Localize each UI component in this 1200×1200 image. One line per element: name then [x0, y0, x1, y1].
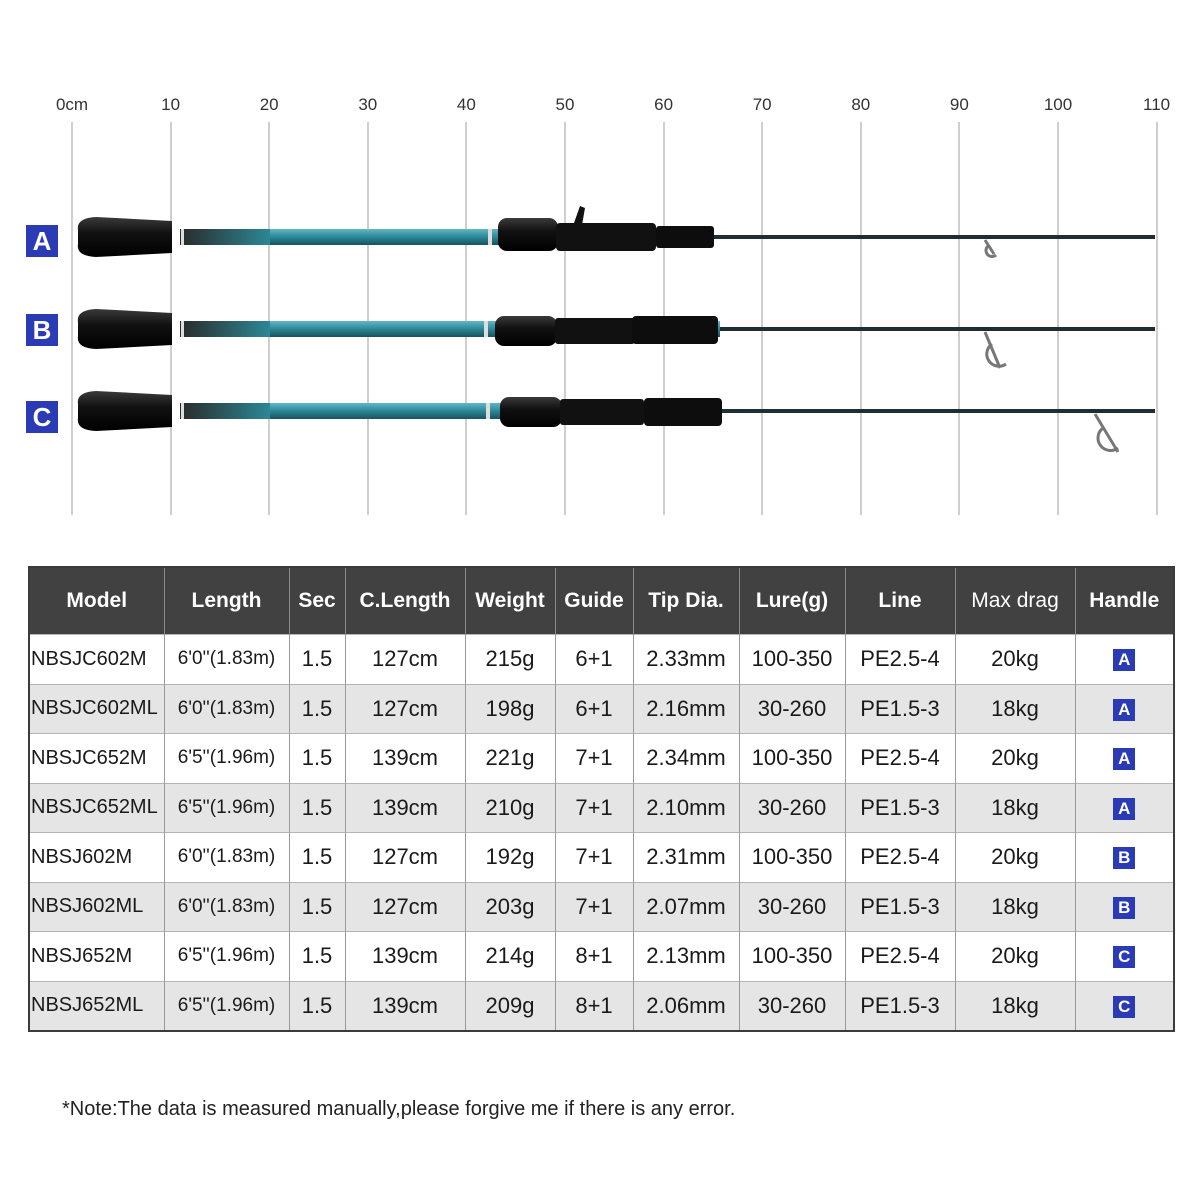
- table-row: [29, 833, 1174, 883]
- rod-b: [78, 309, 1155, 368]
- cell-guide: 7+1: [555, 734, 633, 784]
- cell-c-length: 139cm: [345, 981, 465, 1031]
- cell-handle: [1075, 734, 1174, 784]
- rod-a-butt-grip: [78, 217, 172, 257]
- rod-c-blank-fade: [180, 403, 270, 419]
- cell-lure: 30-260: [739, 684, 845, 734]
- cell-guide: 6+1: [555, 635, 633, 685]
- cell-c-length: 127cm: [345, 882, 465, 932]
- cell-length: 6'0''(1.83m): [164, 684, 289, 734]
- cell-weight: 192g: [465, 833, 555, 883]
- handle-type-badge: A: [1113, 798, 1135, 820]
- cell-length: 6'5''(1.96m): [164, 932, 289, 982]
- cell-length: 6'5''(1.96m): [164, 734, 289, 784]
- rod-b-badge: B: [26, 314, 58, 346]
- cell-max-drag: 20kg: [955, 734, 1075, 784]
- cell-tip-dia: 2.07mm: [633, 882, 739, 932]
- cell-sec: 1.5: [289, 734, 345, 784]
- cell-model: NBSJ652M: [29, 932, 164, 982]
- cell-handle: [1075, 684, 1174, 734]
- cell-tip-dia: 2.06mm: [633, 981, 739, 1031]
- cell-sec: 1.5: [289, 833, 345, 883]
- ruler-tick-label: 50: [555, 95, 575, 114]
- cell-model: NBSJC602ML: [29, 684, 164, 734]
- header-guide: Guide: [555, 567, 633, 635]
- handle-type-badge: B: [1113, 897, 1135, 919]
- ruler-tick-label: 20: [259, 95, 279, 114]
- header-model: Model: [29, 567, 164, 635]
- header-max-drag: Max drag: [955, 567, 1075, 635]
- spec-table-body: [29, 635, 1174, 1032]
- cell-model: NBSJ602ML: [29, 882, 164, 932]
- rod-c: [78, 391, 1155, 452]
- cell-max-drag: 20kg: [955, 635, 1075, 685]
- cell-max-drag: 18kg: [955, 882, 1075, 932]
- cell-length: 6'0''(1.83m): [164, 635, 289, 685]
- cell-tip-dia: 2.34mm: [633, 734, 739, 784]
- cell-guide: 7+1: [555, 833, 633, 883]
- handle-type-badge: A: [1113, 699, 1135, 721]
- cell-weight: 215g: [465, 635, 555, 685]
- ruler-tick-label: 80: [851, 95, 871, 114]
- rod-c-guide: [1095, 414, 1118, 452]
- cell-guide: 8+1: [555, 981, 633, 1031]
- cell-model: NBSJC652M: [29, 734, 164, 784]
- ruler-tick-label: 100: [1043, 95, 1073, 114]
- cell-lure: 100-350: [739, 734, 845, 784]
- cell-sec: 1.5: [289, 932, 345, 982]
- cell-max-drag: 18kg: [955, 783, 1075, 833]
- cell-sec: 1.5: [289, 981, 345, 1031]
- rod-c-fore-grip: [500, 397, 562, 427]
- cell-c-length: 127cm: [345, 833, 465, 883]
- cell-handle: [1075, 981, 1174, 1031]
- cell-tip-dia: 2.33mm: [633, 635, 739, 685]
- cell-length: 6'5''(1.96m): [164, 783, 289, 833]
- cell-weight: 214g: [465, 932, 555, 982]
- cell-line: PE1.5-3: [845, 684, 955, 734]
- cell-line: PE2.5-4: [845, 833, 955, 883]
- cell-length: 6'5''(1.96m): [164, 981, 289, 1031]
- cell-c-length: 139cm: [345, 932, 465, 982]
- cell-max-drag: 18kg: [955, 684, 1075, 734]
- handle-type-badge: A: [1113, 748, 1135, 770]
- header-tip-dia: Tip Dia.: [633, 567, 739, 635]
- cell-line: PE2.5-4: [845, 932, 955, 982]
- cell-c-length: 127cm: [345, 684, 465, 734]
- cell-model: NBSJ602M: [29, 833, 164, 883]
- ruler-tick-label: 70: [752, 95, 772, 114]
- rod-a-reel-seat: [556, 223, 656, 251]
- spec-table: [28, 566, 1175, 1032]
- disclaimer-note: *Note:The data is measured manually,please forgive me if there is any error.: [62, 1098, 736, 1120]
- cell-lure: 100-350: [739, 635, 845, 685]
- cell-sec: 1.5: [289, 635, 345, 685]
- cell-handle: [1075, 882, 1174, 932]
- cell-line: PE2.5-4: [845, 635, 955, 685]
- cell-tip-dia: 2.10mm: [633, 783, 739, 833]
- cell-lure: 30-260: [739, 981, 845, 1031]
- header-handle: Handle: [1075, 567, 1174, 635]
- rod-a-blank-fade: [180, 229, 270, 245]
- cell-c-length: 139cm: [345, 783, 465, 833]
- cell-guide: 8+1: [555, 932, 633, 982]
- cell-length: 6'0''(1.83m): [164, 833, 289, 883]
- rod-b-reel-seat: [555, 318, 635, 344]
- cell-weight: 203g: [465, 882, 555, 932]
- cell-lure: 100-350: [739, 932, 845, 982]
- cell-tip-dia: 2.31mm: [633, 833, 739, 883]
- ruler-tick-label: 90: [949, 95, 969, 114]
- cell-tip-dia: 2.13mm: [633, 932, 739, 982]
- cell-model: NBSJ652ML: [29, 981, 164, 1031]
- cell-line: PE2.5-4: [845, 734, 955, 784]
- rod-a-trigger: [574, 206, 585, 225]
- cell-c-length: 127cm: [345, 635, 465, 685]
- cell-sec: 1.5: [289, 882, 345, 932]
- ruler-tick-label: 30: [358, 95, 378, 114]
- ruler-tick-label: 10: [161, 95, 181, 114]
- rod-c-butt-grip: [78, 391, 172, 431]
- cell-weight: 209g: [465, 981, 555, 1031]
- rod-a-fore-grip: [498, 218, 558, 251]
- cell-weight: 221g: [465, 734, 555, 784]
- cell-max-drag: 20kg: [955, 833, 1075, 883]
- rod-b-blank-fade: [180, 321, 270, 337]
- cell-sec: 1.5: [289, 783, 345, 833]
- rod-a-seat-nut: [656, 226, 714, 248]
- table-row: [29, 882, 1174, 932]
- cell-handle: [1075, 833, 1174, 883]
- ruler-tick-label: 60: [654, 95, 674, 114]
- ruler-tick-label: 40: [456, 95, 476, 114]
- rod-b-seat-nut: [632, 316, 718, 344]
- cell-handle: [1075, 783, 1174, 833]
- rod-c-reel-seat: [560, 399, 644, 425]
- rod-c-badge: C: [26, 401, 58, 433]
- rod-illustrations: [0, 0, 1200, 530]
- cell-c-length: 139cm: [345, 734, 465, 784]
- handle-type-badge: C: [1113, 996, 1135, 1018]
- rod-c-tip-section: [722, 409, 1155, 413]
- rod-a-guide: [985, 240, 996, 257]
- cell-length: 6'0''(1.83m): [164, 882, 289, 932]
- cell-handle: [1075, 932, 1174, 982]
- cell-max-drag: 20kg: [955, 932, 1075, 982]
- cell-sec: 1.5: [289, 684, 345, 734]
- cell-model: NBSJC602M: [29, 635, 164, 685]
- handle-type-badge: B: [1113, 847, 1135, 869]
- table-header-row: [29, 567, 1174, 635]
- rod-b-guide: [985, 332, 1006, 368]
- cell-lure: 100-350: [739, 833, 845, 883]
- cell-handle: [1075, 635, 1174, 685]
- rod-b-butt-grip: [78, 309, 172, 349]
- rod-a-badge: A: [26, 225, 58, 257]
- cell-line: PE1.5-3: [845, 783, 955, 833]
- cell-line: PE1.5-3: [845, 882, 955, 932]
- cell-guide: 7+1: [555, 783, 633, 833]
- header-lure: Lure(g): [739, 567, 845, 635]
- table-row: [29, 684, 1174, 734]
- rod-c-seat-nut: [644, 398, 722, 426]
- rod-b-fore-grip: [495, 316, 557, 346]
- cell-line: PE1.5-3: [845, 981, 955, 1031]
- header-c-length: C.Length: [345, 567, 465, 635]
- cell-guide: 6+1: [555, 684, 633, 734]
- header-length: Length: [164, 567, 289, 635]
- table-row: [29, 734, 1174, 784]
- cell-model: NBSJC652ML: [29, 783, 164, 833]
- ruler-tick-label: 0cm: [55, 95, 89, 114]
- header-weight: Weight: [465, 567, 555, 635]
- cell-tip-dia: 2.16mm: [633, 684, 739, 734]
- cell-weight: 210g: [465, 783, 555, 833]
- rod-a: [78, 206, 1155, 257]
- cell-max-drag: 18kg: [955, 981, 1075, 1031]
- table-row: [29, 783, 1174, 833]
- rod-a-tip-section: [700, 235, 1155, 239]
- header-line: Line: [845, 567, 955, 635]
- handle-type-badge: A: [1113, 649, 1135, 671]
- table-row: [29, 932, 1174, 982]
- table-row: [29, 981, 1174, 1031]
- rod-b-tip-section: [720, 327, 1155, 331]
- cell-weight: 198g: [465, 684, 555, 734]
- cell-lure: 30-260: [739, 882, 845, 932]
- table-row: [29, 635, 1174, 685]
- header-sec: Sec: [289, 567, 345, 635]
- cell-lure: 30-260: [739, 783, 845, 833]
- cell-guide: 7+1: [555, 882, 633, 932]
- handle-type-badge: C: [1113, 946, 1135, 968]
- ruler-tick-label: 110: [1143, 95, 1171, 114]
